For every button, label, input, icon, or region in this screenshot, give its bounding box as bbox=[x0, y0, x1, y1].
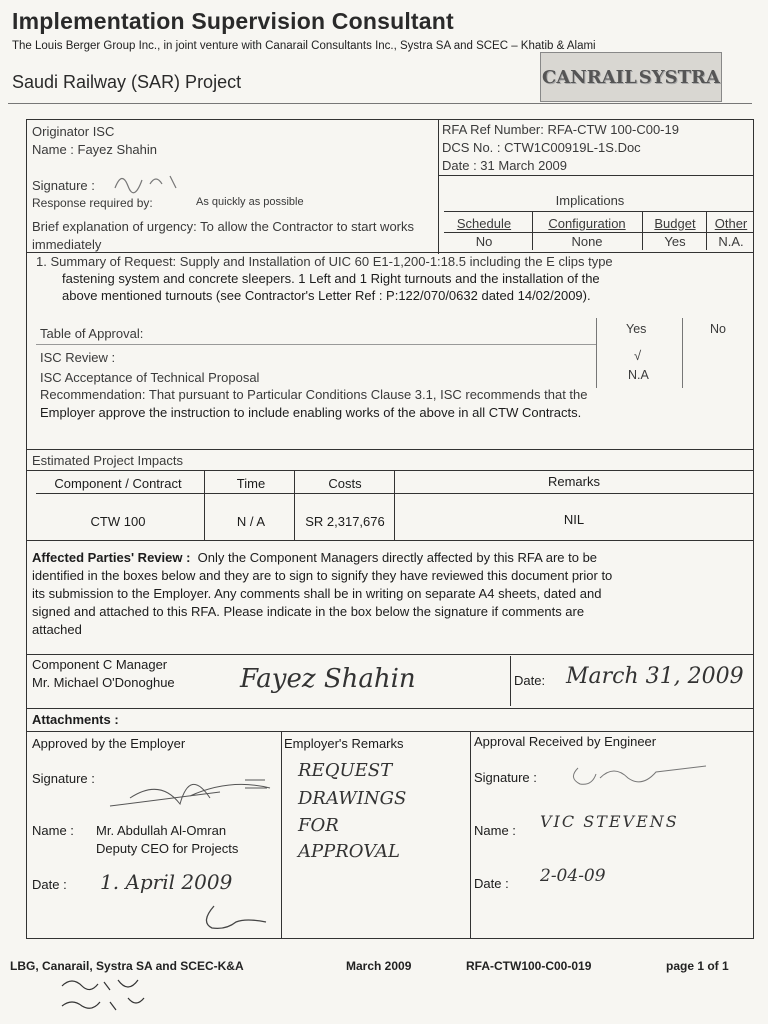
attachments-label: Attachments : bbox=[32, 712, 119, 727]
impacts-col-divider-3 bbox=[394, 470, 395, 540]
approval-divider-2 bbox=[682, 318, 683, 388]
employer-signature bbox=[100, 758, 280, 818]
impl-header-configuration: Configuration bbox=[548, 216, 626, 231]
signature-label: Signature : bbox=[32, 178, 95, 193]
impl-value-budget: Yes bbox=[664, 234, 686, 249]
impacts-col-divider-1 bbox=[204, 470, 205, 540]
isc-review-mark: √ bbox=[634, 348, 642, 363]
affected-line-3: its submission to the Employer. Any comments shall be in writing on separate A4 sheets, dated and bbox=[32, 586, 602, 601]
info-rule bbox=[438, 175, 754, 176]
impl-value-schedule: No bbox=[475, 234, 493, 249]
recommendation-line-1: Recommendation: That pursuant to Particular Conditions Clause 3.1, ISC recommends that the bbox=[40, 387, 588, 402]
impl-header-schedule: Schedule bbox=[456, 216, 512, 231]
implications-rule bbox=[444, 211, 754, 212]
component-manager-name: Mr. Michael O'Donoghue bbox=[32, 675, 175, 690]
engineer-name-label: Name : bbox=[474, 823, 516, 838]
implications-title: Implications bbox=[555, 193, 625, 208]
rfa-date: Date : 31 March 2009 bbox=[442, 158, 568, 173]
engineer-signature bbox=[566, 756, 716, 796]
remarks-line-1: REQUEST bbox=[298, 760, 393, 781]
remarks-line-4: APPROVAL bbox=[298, 841, 400, 862]
impl-divider-2 bbox=[642, 212, 643, 250]
impacts-top-rule bbox=[26, 449, 754, 450]
remarks-line-3: FOR bbox=[298, 815, 339, 836]
component-divider bbox=[510, 656, 511, 706]
component-signature: Fayez Shahin bbox=[240, 664, 416, 694]
approval-no-header: No bbox=[710, 322, 726, 336]
affected-line-4: signed and attached to this RFA. Please indicate in the box below the signature if comments are bbox=[32, 604, 585, 619]
impacts-col-divider-2 bbox=[294, 470, 295, 540]
summary-line-2: fastening system and concrete sleepers. 1 Left and 1 Right turnouts and the installation of the bbox=[62, 271, 600, 286]
impl-value-configuration: None bbox=[571, 234, 603, 249]
employer-date-label: Date : bbox=[32, 877, 67, 892]
approval-divider-1 bbox=[596, 318, 597, 388]
attachments-bottom-rule bbox=[26, 731, 754, 732]
impl-row-rule bbox=[444, 232, 754, 233]
impacts-header-top-rule bbox=[26, 470, 754, 471]
logo-text-canrail: CANRAIL bbox=[542, 66, 637, 88]
response-label: Response required by: bbox=[32, 196, 153, 210]
impacts-row-remarks: NIL bbox=[563, 512, 585, 527]
project-name: Saudi Railway (SAR) Project bbox=[12, 72, 242, 92]
isc-acceptance-label: ISC Acceptance of Technical Proposal bbox=[40, 370, 260, 385]
urgency-text: Brief explanation of urgency: To allow the Contractor to start works immediately bbox=[32, 219, 415, 252]
table-of-approval-label: Table of Approval: bbox=[40, 326, 144, 341]
attachments-top-rule bbox=[26, 708, 754, 709]
footer-page: page 1 of 1 bbox=[666, 959, 729, 973]
footer-consortium: LBG, Canarail, Systra SA and SCEC-K&A bbox=[10, 959, 244, 973]
engineer-name-value: VIC STEVENS bbox=[540, 812, 679, 831]
impacts-bottom-rule bbox=[26, 540, 754, 541]
originator-signature bbox=[110, 166, 200, 194]
bottom-col-divider-2 bbox=[470, 731, 471, 939]
logo-text-systra: SYSTRA bbox=[638, 66, 720, 88]
page-title: Implementation Supervision Consultant bbox=[12, 8, 454, 34]
component-role: Component C Manager bbox=[32, 657, 168, 672]
footer-date: March 2009 bbox=[346, 959, 412, 973]
component-top-rule bbox=[26, 654, 754, 655]
engineer-date-value: 2-04-09 bbox=[540, 866, 606, 886]
remarks-line-2: DRAWINGS bbox=[298, 788, 407, 809]
consortium-logo bbox=[540, 52, 722, 102]
impl-value-other: N.A. bbox=[718, 234, 744, 249]
impl-header-other: Other bbox=[714, 216, 748, 231]
response-value: As quickly as possible bbox=[196, 196, 304, 208]
impl-divider-3 bbox=[706, 212, 707, 250]
header-divider bbox=[8, 103, 752, 104]
component-date-value: March 31, 2009 bbox=[566, 664, 744, 689]
employer-name-label: Name : bbox=[32, 823, 74, 838]
component-date-label: Date: bbox=[514, 673, 546, 688]
affected-line-2: identified in the boxes below and they are to sign to signify they have reviewed this document prior to bbox=[32, 568, 613, 583]
employer-signature-label: Signature : bbox=[32, 771, 95, 786]
affected-label: Affected Parties' Review : bbox=[32, 550, 191, 565]
bottom-col-divider-1 bbox=[281, 731, 282, 939]
affected-line-1 bbox=[32, 548, 597, 567]
summary-line-1: 1. Summary of Request: Supply and Installation of UIC 60 E1-1,200-1:18.5 including the E clips type bbox=[36, 254, 613, 269]
affected-text-1: Only the Component Managers directly affected by this RFA are to be bbox=[197, 550, 598, 565]
rfa-ref-number: RFA Ref Number: RFA-CTW 100-C00-19 bbox=[442, 122, 679, 137]
impacts-header-component: Component / Contract bbox=[54, 476, 182, 491]
impacts-header-costs: Costs bbox=[328, 476, 362, 491]
engineer-signature-label: Signature : bbox=[474, 770, 537, 785]
employer-date-value: 1. April 2009 bbox=[100, 870, 233, 894]
isc-acceptance-mark: N.A bbox=[628, 368, 649, 382]
employer-remarks-title: Employer's Remarks bbox=[284, 736, 404, 751]
impacts-header-time: Time bbox=[236, 476, 266, 491]
impacts-title: Estimated Project Impacts bbox=[32, 453, 183, 468]
engineer-date-label: Date : bbox=[474, 876, 509, 891]
footer-ref: RFA-CTW100-C00-019 bbox=[466, 959, 592, 973]
impl-header-budget: Budget bbox=[654, 216, 696, 231]
footer-handwritten-note bbox=[58, 972, 208, 1016]
impl-divider-1 bbox=[532, 212, 533, 250]
employer-name: Mr. Abdullah Al-Omran bbox=[96, 823, 227, 838]
employer-approval-title: Approved by the Employer bbox=[32, 736, 186, 751]
impacts-header-remarks: Remarks bbox=[547, 474, 600, 489]
isc-review-label: ISC Review : bbox=[40, 350, 116, 365]
recommendation-line-2: Employer approve the instruction to include enabling works of the above in all CTW Contracts. bbox=[40, 405, 582, 420]
impacts-row-time: N / A bbox=[236, 514, 266, 529]
originator-name: Name : Fayez Shahin bbox=[32, 142, 158, 157]
impacts-row-costs: SR 2,317,676 bbox=[305, 514, 385, 529]
originator-text: Originator ISC bbox=[32, 124, 115, 139]
approval-rule-1 bbox=[36, 344, 596, 345]
impacts-row-component: CTW 100 bbox=[90, 514, 146, 529]
consortium-subtitle: The Louis Berger Group Inc., in joint venture with Canarail Consultants Inc., Systra SA and SCEC – Khatib & Alami bbox=[12, 40, 596, 52]
employer-position: Deputy CEO for Projects bbox=[96, 841, 239, 856]
info-divider bbox=[438, 120, 439, 254]
summary-line-3: above mentioned turnouts (see Contractor's Letter Ref : P:122/070/0632 dated 14/02/2009). bbox=[62, 288, 591, 303]
impacts-header-bottom-rule bbox=[36, 493, 754, 494]
dcs-number: DCS No. : CTW1C00919L-1S.Doc bbox=[442, 140, 641, 155]
affected-line-5: attached bbox=[32, 622, 82, 637]
employer-initials bbox=[196, 900, 276, 932]
engineer-approval-title: Approval Received by Engineer bbox=[474, 734, 657, 749]
approval-yes-header: Yes bbox=[626, 322, 647, 336]
